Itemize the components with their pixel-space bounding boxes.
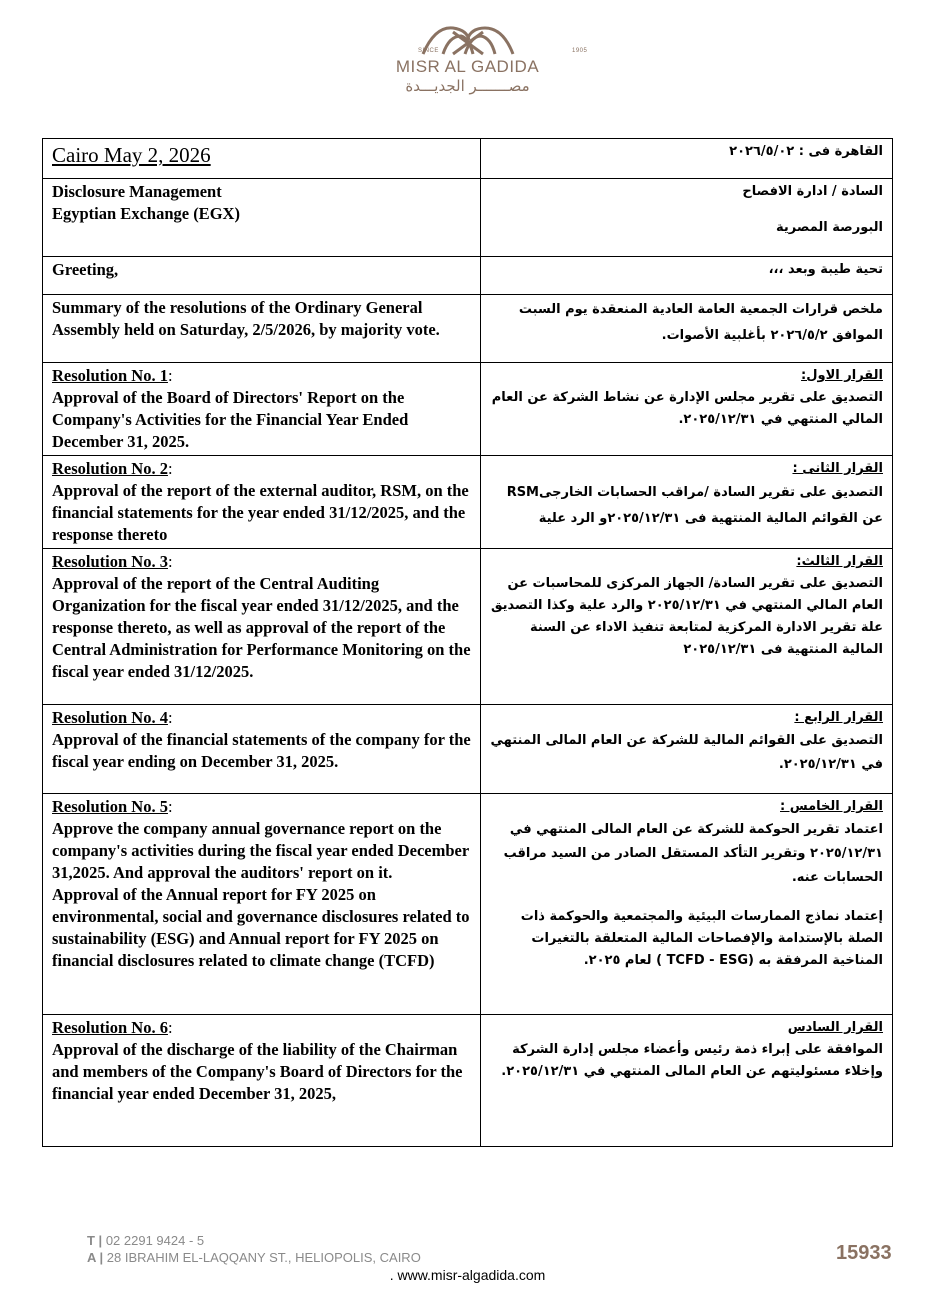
resolution-4-text: Approval of the financial statements of the company for the fiscal year ending on December 31, 2025. (52, 730, 471, 771)
resolutions-table (42, 138, 893, 1147)
resolution-5-text-2: Approval of the Annual report for FY 2025 on environmental, social and governance disclosures related to sustainability (ESG) and Annual report for FY 2025 on financial disclosures related to climate change (TCFD) (52, 885, 470, 970)
resolution-3-text: Approval of the report of the Central Auditing Organization for the fiscal year ended 31/12/2025, and the response thereto, as well as approval of the report of the Central Administration for Performance Monitoring on the fiscal year ended 31/12/2025. (52, 574, 471, 681)
date-cell-en (43, 139, 481, 179)
greeting-en: Greeting, (52, 260, 119, 279)
resolution-5-cell-en: Resolution No. 5: Approve the company annual governance report on the company's activities during the fiscal year ended December 31,2025. And approval the auditors' report on it. Approval of the Annual report for FY 2025 on environmental, social and governance disclosures related to sustainability (ESG) and Annual report for FY 2025 on financial disclosures related to climate change (TCFD) (43, 794, 481, 1015)
table-row (43, 295, 893, 363)
table-row (43, 139, 893, 179)
phone-label: T | (87, 1233, 103, 1248)
resolution-2-text: Approval of the report of the external auditor, RSM, on the financial statements for the year ended 31/12/2025, and the response thereto (52, 481, 469, 544)
resolution-6-text: Approval of the discharge of the liability of the Chairman and members of the Company's Board of Directors for the financial year ended December 31, 2025, (52, 1040, 463, 1103)
phone-number: 02 2291 9424 - 5 (105, 1233, 205, 1248)
addressee-ar-line-1: السادة / ادارة الافصاح (742, 184, 883, 199)
footer-contact (87, 1232, 421, 1266)
footer-phone-line (87, 1232, 421, 1249)
resolution-6-text-ar: الموافقة على إبراء ذمة رئيس وأعضاء مجلس إدارة الشركة وإخلاء مسئوليتهم عن العام المالى المنتهي في ٢٠٢٥/١٢/٣١. (501, 1042, 883, 1079)
addressee-cell-ar (481, 179, 893, 257)
resolution-6-heading-ar: القرار السادس (787, 1020, 883, 1035)
resolution-4-heading-ar: القرار الرابع : (794, 710, 883, 725)
address-text: 28 IBRAHIM EL-LAQQANY ST., HELIOPOLIS, CAIRO (106, 1250, 421, 1265)
date-en: Cairo May 2, 2026 (52, 143, 211, 167)
date-cell-ar (481, 139, 893, 179)
addressee-ar-line-2: البورصة المصرية (776, 220, 883, 235)
logo-since-label: SINCE (418, 48, 439, 54)
summary-cell-ar (481, 295, 893, 363)
resolution-4-cell-en: Resolution No. 4: Approval of the financial statements of the company for the fiscal year ending on December 31, 2025. (43, 705, 481, 794)
resolution-2-cell-en: Resolution No. 2: Approval of the report of the external auditor, RSM, on the financial statements for the year ended 31/12/2025, and the response thereto (43, 456, 481, 549)
footer-address-line (87, 1249, 421, 1266)
resolution-3-heading-ar: القرار الثالث: (796, 554, 883, 569)
resolution-3-text-ar: التصديق على تقرير السادة/ الجهاز المركزى للمحاسبات عن العام المالي المنتهي في ٢٠٢٥/١٢/٣١ والرد علية وكذا التصديق علة تقرير الادارة المركزية لمتابعة تنفيذ الاداء عن السنة المالية المنتهية فى ٢٠٢٥/١٢/٣١ (490, 576, 883, 657)
resolution-1-heading-ar: القرار الاول: (801, 368, 883, 383)
resolution-3-cell-en: Resolution No. 3: Approval of the report of the Central Auditing Organization for the fiscal year ended 31/12/2025, and the response thereto, as well as approval of the report of the Central Administration for Performance Monitoring on the fiscal year ended 31/12/2025. (43, 549, 481, 705)
resolution-1-cell-ar (481, 363, 893, 456)
resolution-1-heading: Resolution No. 1 (52, 366, 168, 385)
summary-en: Summary of the resolutions of the Ordinary General Assembly held on Saturday, 2/5/2026, by majority vote. (52, 298, 440, 339)
table-row (43, 456, 893, 549)
table-row (43, 257, 893, 295)
addressee-cell-en (43, 179, 481, 257)
logo-year-label: 1905 (572, 48, 588, 54)
resolution-4-text-ar: التصديق على القوائم المالية للشركة عن العام المالى المنتهي في ٢٠٢٥/١٢/٣١. (490, 733, 883, 772)
greeting-cell-ar (481, 257, 893, 295)
resolution-6-cell-en: Resolution No. 6: Approval of the discharge of the liability of the Chairman and members of the Company's Board of Directors for the financial year ended December 31, 2025, (43, 1015, 481, 1147)
resolution-5-cell-ar (481, 794, 893, 1015)
resolution-2-text-ar: التصديق على تقرير السادة /مراقب الحسابات الخارجىRSM عن القوائم المالية المنتهية فى ٢٠٢٥/١٢/٣١و الرد علية (506, 485, 883, 526)
table-row (43, 549, 893, 705)
greeting-ar: تحية طيبة وبعد ،،، (768, 262, 883, 277)
greeting-cell-en (43, 257, 481, 295)
summary-cell-en (43, 295, 481, 363)
summary-ar: ملخص قرارات الجمعية العامة العادية المنعقدة يوم السبت الموافق ٢٠٢٦/٥/٢ بأغلبية الأصوات. (518, 302, 883, 343)
page-number: 15933 (836, 1242, 892, 1264)
resolution-3-cell-ar (481, 549, 893, 705)
address-label: A | (87, 1250, 104, 1265)
resolution-5-text: Approve the company annual governance report on the company's activities during the fiscal year ended December 31,2025. And approval the auditors' report on it. (52, 819, 469, 882)
resolution-2-cell-ar (481, 456, 893, 549)
resolution-1-text: Approval of the Board of Directors' Report on the Company's Activities for the Financial Year Ended December 31, 2025. (52, 388, 409, 451)
resolution-2-heading: Resolution No. 2 (52, 459, 168, 478)
company-logo (0, 22, 935, 95)
table-row (43, 1015, 893, 1147)
resolution-1-cell-en: Resolution No. 1: Approval of the Board of Directors' Report on the Company's Activities for the Financial Year Ended December 31, 2025. (43, 363, 481, 456)
table-row (43, 794, 893, 1015)
resolution-3-heading: Resolution No. 3 (52, 552, 168, 571)
resolution-6-cell-ar (481, 1015, 893, 1147)
addressee-line-2: Egyptian Exchange (EGX) (52, 204, 240, 223)
addressee-line-1: Disclosure Management (52, 182, 222, 201)
resolution-5-text-ar: اعتماد تقرير الحوكمة للشركة عن العام المالى المنتهي في ٢٠٢٥/١٢/٣١ وتقرير التأكد المستقل الصادر من السيد مراقب الحسابات عنه. (503, 822, 883, 885)
table-row (43, 179, 893, 257)
table-row (43, 705, 893, 794)
table-row (43, 363, 893, 456)
resolution-4-heading: Resolution No. 4 (52, 708, 168, 727)
resolution-5-text-ar-2: إعتماد نماذج الممارسات البيئية والمجتمعية والحوكمة ذات الصلة بالإستدامة والإفصاحات المالية المتعلقة بالتغيرات المناخية المرفقة به (TCFD - ESG ) لعام ٢٠٢٥. (520, 909, 883, 968)
resolution-5-heading: Resolution No. 5 (52, 797, 168, 816)
resolution-2-heading-ar: القرار الثانى : (792, 461, 883, 476)
date-ar: القاهرة فى : ٢٠٢٦/٥/٠٢ (729, 144, 883, 159)
resolution-1-text-ar: التصديق على تقرير مجلس الإدارة عن نشاط الشركة عن العام المالي المنتهي في ٢٠٢٥/١٢/٣١. (491, 390, 883, 427)
logo-name-ar: مصـــــــر الجديـــدة (405, 77, 530, 95)
website-link[interactable]: . www.misr-algadida.com (389, 1267, 546, 1283)
resolution-4-cell-ar (481, 705, 893, 794)
resolution-5-heading-ar: القرار الخامس : (780, 799, 883, 814)
resolution-6-heading: Resolution No. 6 (52, 1018, 168, 1037)
logo-name-en: MISR AL GADIDA (395, 57, 540, 76)
